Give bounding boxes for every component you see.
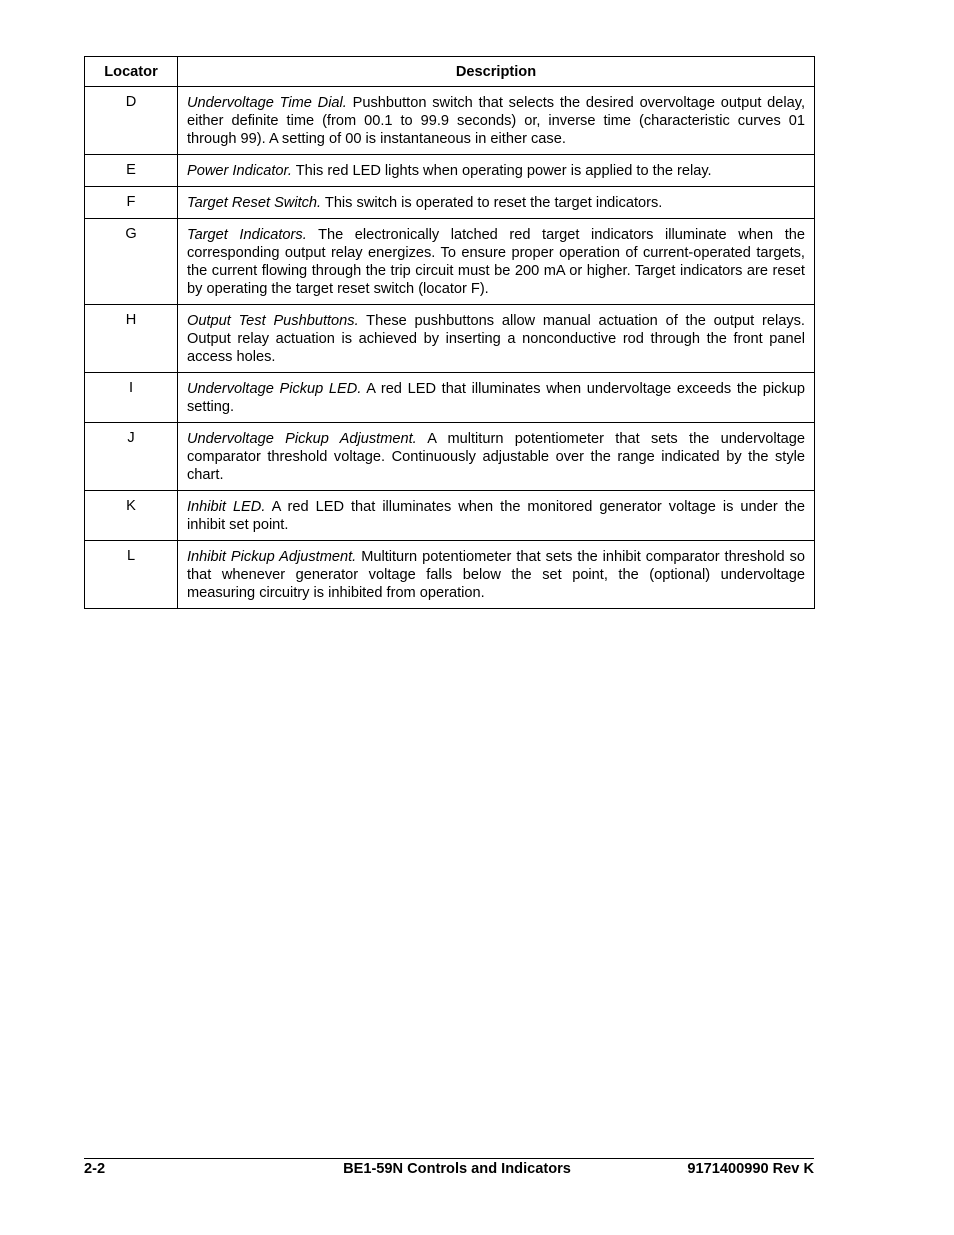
- table-row: [85, 305, 815, 373]
- description-term: Inhibit Pickup Adjustment.: [187, 549, 357, 565]
- description-column-header: Description: [178, 57, 815, 87]
- locator-cell: K: [85, 491, 178, 541]
- table-row: [85, 187, 815, 219]
- table-row: [85, 423, 815, 491]
- description-cell: [178, 155, 815, 187]
- description-term: Undervoltage Time Dial.: [187, 95, 347, 111]
- description-text: A red LED that illuminates when the monitored generator voltage is under the inhibit set point.: [187, 499, 805, 533]
- description-term: Output Test Pushbuttons.: [187, 313, 359, 329]
- table-row: [85, 155, 815, 187]
- table-row: [85, 541, 815, 609]
- description-text: The electronically latched red target indicators illuminate when the corresponding output relay energizes. To ensure proper operation of current-operated targets, the current flowing through the trip circuit must be 200 mA or higher. Target indicators are reset by operating the target reset switch (locator F).: [187, 227, 805, 297]
- locator-cell: E: [85, 155, 178, 187]
- locator-cell: F: [85, 187, 178, 219]
- footer-document-number: 9171400990 Rev K: [687, 1161, 814, 1177]
- footer-title: BE1-59N Controls and Indicators: [343, 1161, 571, 1177]
- description-text: These pushbuttons allow manual actuation of the output relays. Output relay actuation is achieved by inserting a nonconductive rod through the front panel access holes.: [187, 313, 805, 365]
- description-cell: [178, 187, 815, 219]
- description-text: This switch is operated to reset the target indicators.: [321, 195, 663, 211]
- locator-cell: G: [85, 219, 178, 305]
- locator-cell: H: [85, 305, 178, 373]
- description-term: Target Indicators.: [187, 227, 307, 243]
- locator-cell: J: [85, 423, 178, 491]
- description-cell: [178, 491, 815, 541]
- description-text: A red LED that illuminates when undervoltage exceeds the pickup setting.: [187, 381, 805, 415]
- locator-cell: L: [85, 541, 178, 609]
- description-term: Undervoltage Pickup LED.: [187, 381, 362, 397]
- description-term: Power Indicator.: [187, 163, 292, 179]
- description-cell: [178, 305, 815, 373]
- table-row: [85, 491, 815, 541]
- table-row: [85, 219, 815, 305]
- description-text: Pushbutton switch that selects the desired overvoltage output delay, either definite time (from 00.1 to 99.9 seconds) or, inverse time (characteristic curves 01 through 99). A setting of 00 is instantaneous in either case.: [187, 95, 805, 147]
- table-header-row: [85, 57, 815, 87]
- description-text: This red LED lights when operating power is applied to the relay.: [291, 163, 712, 179]
- table-row: [85, 87, 815, 155]
- description-cell: [178, 219, 815, 305]
- locator-description-table: [84, 56, 815, 609]
- description-cell: [178, 87, 815, 155]
- description-text: A multiturn potentiometer that sets the undervoltage comparator threshold voltage. Continuously adjustable over the range indicated by the style chart.: [187, 431, 805, 483]
- description-term: Inhibit LED.: [187, 499, 266, 515]
- description-term: Target Reset Switch.: [187, 195, 322, 211]
- description-cell: [178, 373, 815, 423]
- locator-cell: D: [85, 87, 178, 155]
- table-row: [85, 373, 815, 423]
- locator-cell: I: [85, 373, 178, 423]
- locator-column-header: Locator: [85, 57, 178, 87]
- description-text: Multiturn potentiometer that sets the inhibit comparator threshold so that whenever generator voltage falls below the set point, the (optional) undervoltage measuring circuitry is inhibited from operation.: [187, 549, 805, 601]
- footer-page-number: 2-2: [84, 1161, 106, 1177]
- description-cell: [178, 541, 815, 609]
- footer-divider: [84, 1158, 814, 1159]
- description-cell: [178, 423, 815, 491]
- description-term: Undervoltage Pickup Adjustment.: [187, 431, 417, 447]
